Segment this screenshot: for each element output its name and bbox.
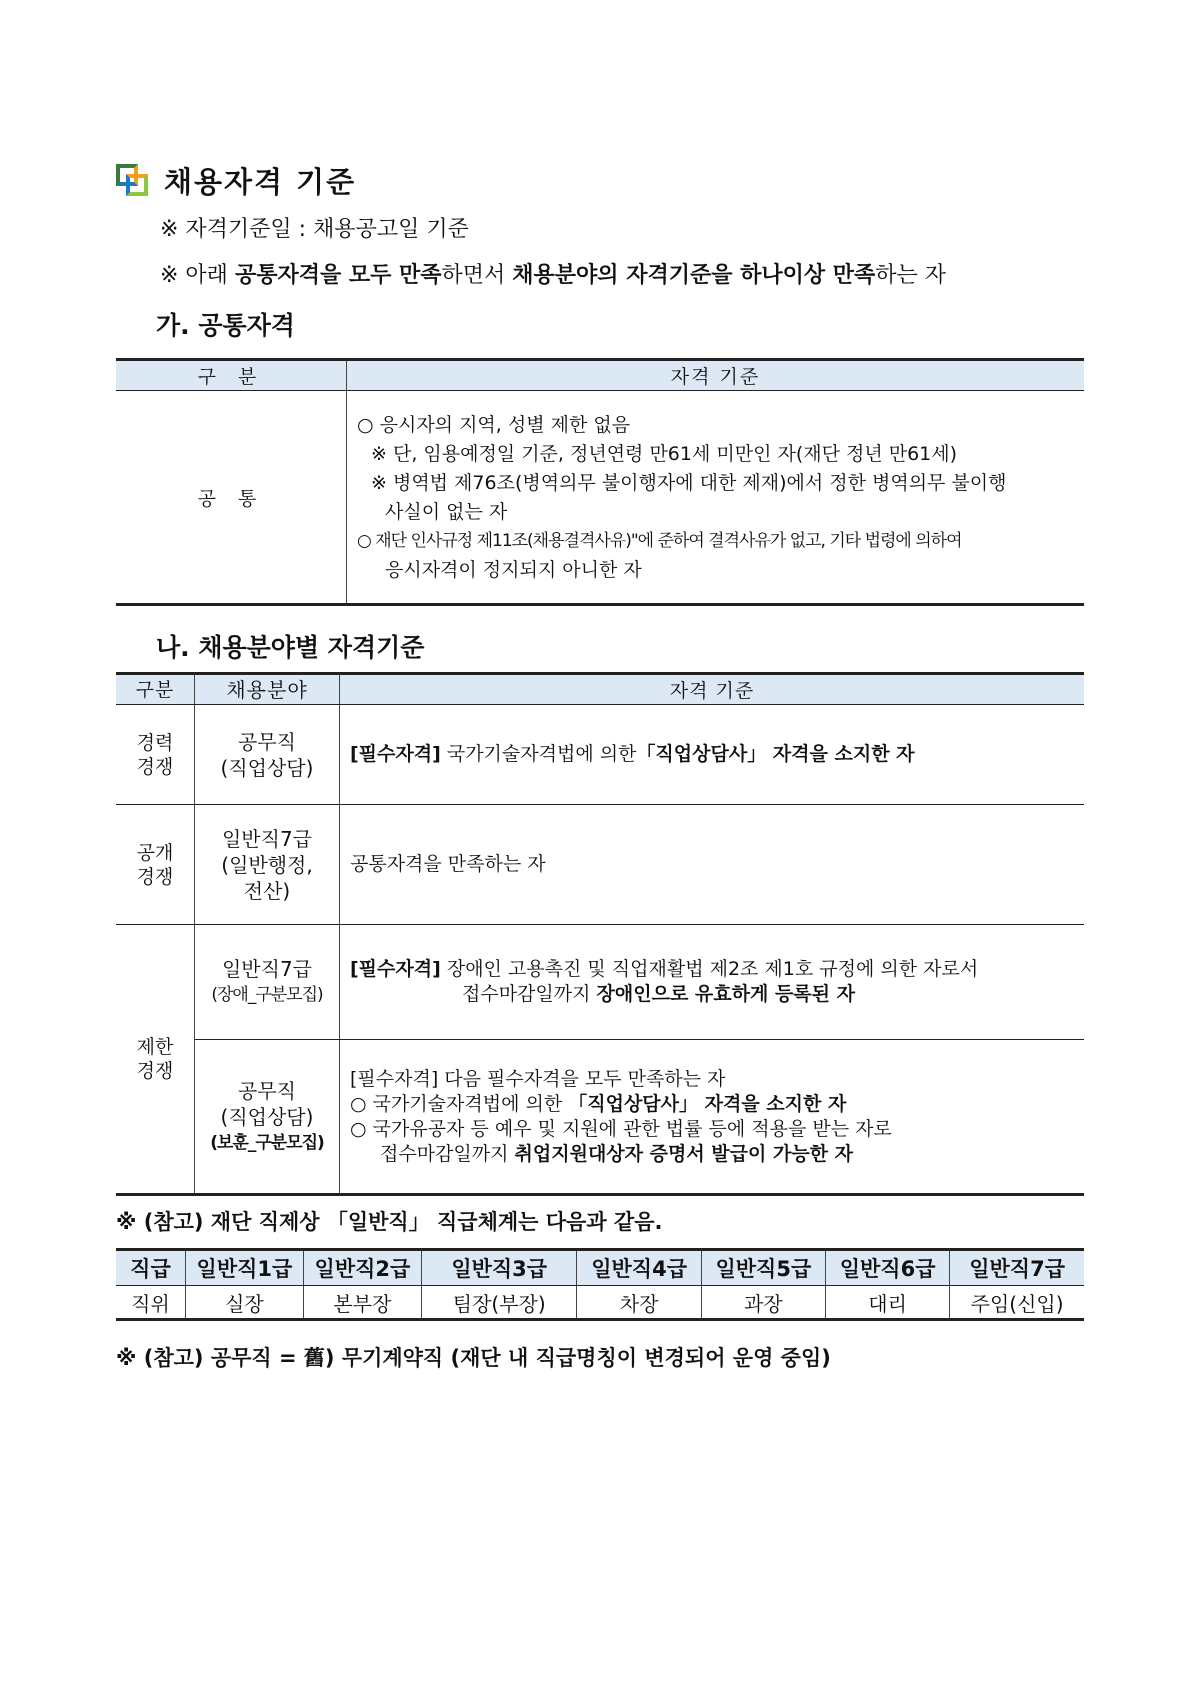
field-name: 공무직 (직업상담) — [220, 1078, 314, 1129]
criteria-text: ○ 국가기술자격법에 의한 — [350, 1092, 569, 1115]
reference-note-1: ※ (참고) 재단 직제상 「일반직」 직급체계는 다음과 같음. — [116, 1210, 663, 1234]
common-line: ※ 단, 임용예정일 기준, 정년연령 만61세 미만인 자(재단 정년 만61세) — [371, 443, 958, 465]
common-heading: 가. 공통자격 — [156, 311, 295, 340]
common-table-row — [116, 391, 1084, 605]
grade-value-cell: 본부장 — [303, 1286, 421, 1320]
grade-value-cell: 차장 — [577, 1286, 701, 1320]
field-name: 일반직7급 — [221, 957, 312, 981]
grade-header-cell: 일반직4급 — [577, 1250, 701, 1286]
common-line: ○ 응시자의 지역, 성별 제한 없음 — [357, 414, 631, 436]
condition-post: 하는 자 — [875, 263, 947, 288]
criteria-text: 접수마감일까지 — [380, 1142, 515, 1165]
required-label: [필수자격] — [350, 743, 441, 765]
condition-bold-1: 공통자격을 모두 만족 — [234, 263, 442, 288]
condition-mid: 하면서 — [441, 263, 513, 288]
table-row — [116, 705, 1084, 805]
section-title-text: 채용자격 기준 — [164, 165, 357, 199]
common-line: ○ 재단 인사규정 제11조(채용결격사유)"에 준하여 결격사유가 없고, 기타 법령에 의하여 — [357, 531, 962, 551]
hiring-type: 공개 경쟁 — [116, 805, 195, 925]
grade-header-row — [116, 1250, 1084, 1286]
table-row — [116, 805, 1084, 925]
hiring-criteria — [340, 1040, 1085, 1195]
common-col-criteria: 자격 기준 — [347, 360, 1085, 391]
grade-value-cell: 과장 — [701, 1286, 825, 1320]
criteria-bold: 취업지원대상자 증명서 발급이 가능한 자 — [514, 1142, 854, 1165]
common-line: 사실이 없는 자 — [385, 501, 508, 523]
condition-pre: ※ 아래 — [160, 263, 235, 288]
criteria-text: [필수자격] 다음 필수자격을 모두 만족하는 자 — [350, 1067, 726, 1090]
section-title — [116, 160, 356, 201]
criteria-text: ○ 국가유공자 등 예우 및 지원에 관한 법률 등에 적용을 받는 자로 — [350, 1117, 892, 1140]
grade-value-row — [116, 1286, 1084, 1320]
table-row — [116, 1040, 1084, 1195]
condition-note — [160, 258, 946, 289]
fields-heading: 나. 채용분야별 자격기준 — [156, 633, 425, 662]
grade-header-cell: 직급 — [116, 1250, 185, 1286]
grade-header-cell: 일반직7급 — [950, 1250, 1084, 1286]
hiring-criteria: 공통자격을 만족하는 자 — [340, 805, 1085, 925]
fields-table — [116, 672, 1084, 1196]
grade-value-cell: 팀장(부장) — [421, 1286, 577, 1320]
fields-col-type: 구분 — [116, 674, 195, 705]
grade-header-cell: 일반직6급 — [825, 1250, 949, 1286]
fields-col-criteria: 자격 기준 — [340, 674, 1085, 705]
hiring-criteria — [340, 705, 1085, 805]
criteria-bold: 「직업상담사」 자격을 소지한 자 — [568, 1092, 847, 1115]
common-row-label: 공 통 — [116, 391, 347, 605]
common-criteria-cell — [347, 391, 1085, 605]
field-sub: (장애_구분모집) — [211, 985, 323, 1005]
common-table-header — [116, 360, 1084, 391]
grade-header-cell: 일반직5급 — [701, 1250, 825, 1286]
grade-value-cell: 대리 — [825, 1286, 949, 1320]
criteria-bold: 「직업상담사」 자격을 소지한 자 — [636, 743, 915, 765]
hiring-type: 경력 경쟁 — [116, 705, 195, 805]
criteria-text: 국가기술자격법에 의한 — [440, 743, 637, 765]
grade-value-cell: 실장 — [185, 1286, 303, 1320]
table-row — [116, 925, 1084, 1040]
condition-bold-2: 채용분야의 자격기준을 하나이상 만족 — [512, 263, 876, 288]
hiring-field — [195, 1040, 340, 1195]
hiring-type: 제한 경쟁 — [116, 925, 195, 1195]
grade-value-cell: 주임(신입) — [950, 1286, 1084, 1320]
grade-header-cell: 일반직2급 — [303, 1250, 421, 1286]
fields-table-header — [116, 674, 1084, 705]
grade-table — [116, 1248, 1084, 1321]
fields-col-field: 채용분야 — [195, 674, 340, 705]
hiring-field — [195, 925, 340, 1040]
criteria-bold: 장애인으로 유효하게 등록된 자 — [596, 983, 855, 1005]
field-sub: (보훈_구분모집) — [210, 1132, 324, 1153]
criteria-text: 장애인 고용촉진 및 직업재활법 제2조 제1호 규정에 의한 자로서 — [440, 958, 979, 980]
required-label: [필수자격] — [350, 958, 441, 980]
common-col-category: 구 분 — [116, 360, 347, 391]
hiring-field: 공무직 (직업상담) — [195, 705, 340, 805]
grade-value-cell: 직위 — [116, 1286, 185, 1320]
grade-header-cell: 일반직3급 — [421, 1250, 577, 1286]
grade-header-cell: 일반직1급 — [185, 1250, 303, 1286]
reference-note-2: ※ (참고) 공무직 = 舊) 무기계약직 (재단 내 직급명칭이 변경되어 운영 중임) — [116, 1346, 831, 1370]
criteria-text: 접수마감일까지 — [462, 983, 597, 1005]
common-line: ※ 병역법 제76조(병역의무 불이행자에 대한 제재)에서 정한 병역의무 불이행 — [371, 472, 1007, 494]
basis-note: ※ 자격기준일 : 채용공고일 기준 — [160, 217, 469, 242]
logo-icon — [116, 164, 150, 198]
common-table — [116, 358, 1084, 606]
common-line: 응시자격이 정지되지 아니한 자 — [385, 559, 642, 581]
hiring-criteria — [340, 925, 1085, 1040]
hiring-field: 일반직7급 (일반행정, 전산) — [195, 805, 340, 925]
